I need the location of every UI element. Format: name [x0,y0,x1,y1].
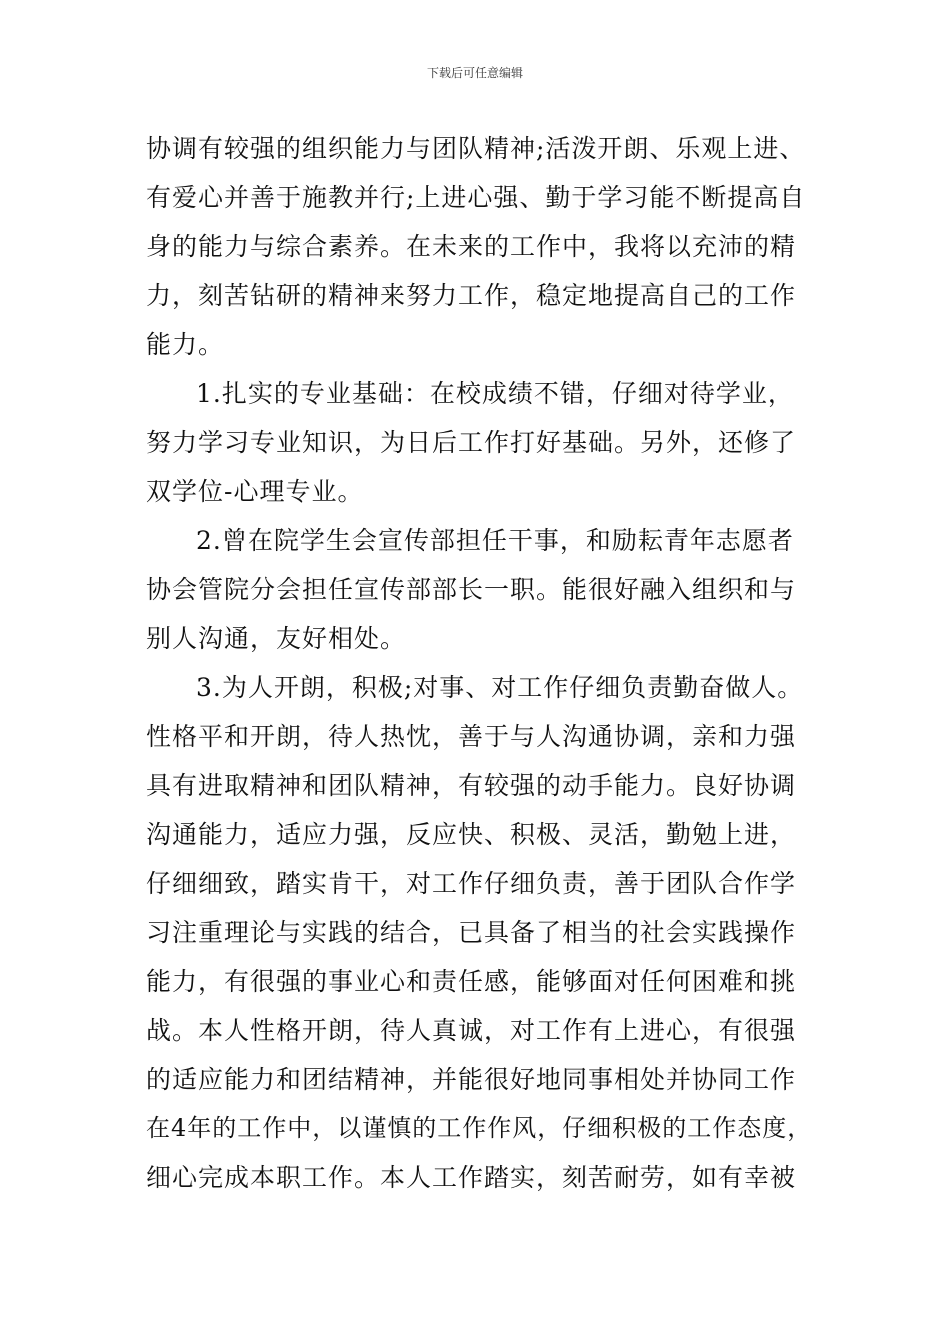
text-line: 有爱心并善于施教并行;上进心强、勤于学习能不断提高自 [146,183,806,212]
page-header: 下载后可任意编辑 [426,66,523,80]
text-line: 协调有较强的组织能力与团队精神;活泼开朗、乐观上进、 [146,134,806,163]
text-line: 双学位-心理专业。 [146,477,364,506]
text-line: 力，刻苦钻研的精神来努力工作，稳定地提高自己的工作 [146,281,797,310]
text-line: 努力学习专业知识，为日后工作打好基础。另外，还修了 [146,428,797,457]
text-line: 仔细细致，踏实肯干，对工作仔细负责，善于团队合作学 [146,869,797,898]
document-body [146,124,814,1202]
text-line: 在4年的工作中，以谨慎的工作作风，仔细积极的工作态度， [146,1114,813,1142]
text-line: 细心完成本职工作。本人工作踏实，刻苦耐劳，如有幸被 [146,1163,797,1192]
text-line: 具有进取精神和团队精神，有较强的动手能力。良好协调 [146,771,797,800]
text-line: 习注重理论与实践的结合，已具备了相当的社会实践操作 [146,918,797,947]
text-line: 能力，有很强的事业心和责任感，能够面对任何困难和挑 [146,967,797,996]
text-line: 能力。 [146,330,225,359]
text-line: 协会管院分会担任宣传部部长一职。能很好融入组织和与 [146,575,797,604]
paragraph-start-line: 2.曾在院学生会宣传部担任干事，和励耘青年志愿者 [196,526,794,555]
text-line: 的适应能力和团结精神，并能很好地同事相处并协同工作 [146,1065,797,1094]
text-line: 性格平和开朗，待人热忱，善于与人沟通协调，亲和力强 [146,722,797,751]
text-line: 战。本人性格开朗，待人真诚，对工作有上进心，有很强 [146,1016,797,1045]
paragraph-start-line: 3.为人开朗，积极;对事、对工作仔细负责勤奋做人。 [196,673,804,702]
text-line: 别人沟通，友好相处。 [146,624,407,653]
text-line: 身的能力与综合素养。在未来的工作中，我将以充沛的精 [146,232,797,261]
text-line: 沟通能力，适应力强，反应快、积极、灵活，勤勉上进， [146,820,797,849]
paragraph-start-line: 1.扎实的专业基础：在校成绩不错，仔细对待学业， [196,379,794,408]
